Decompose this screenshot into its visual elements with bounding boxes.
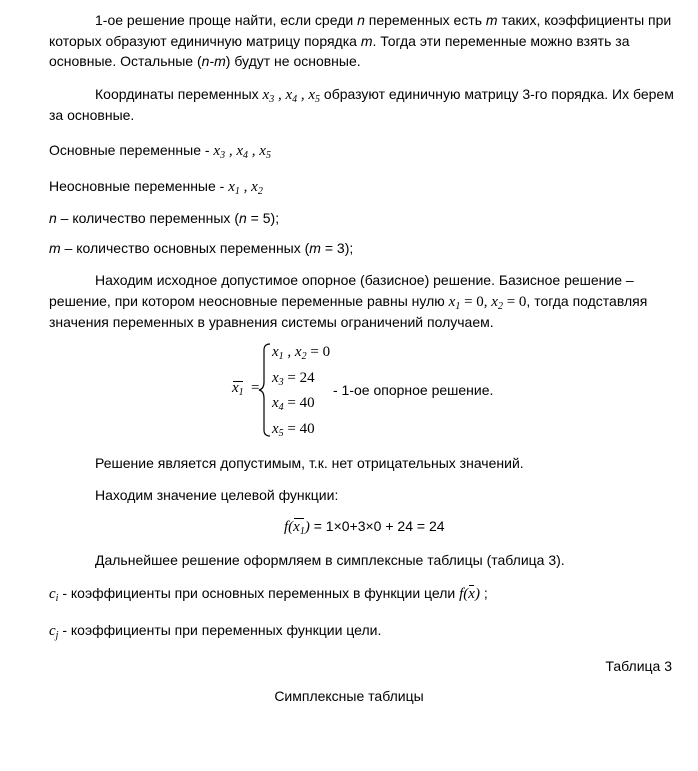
var-n: n xyxy=(49,210,57,226)
feasible-line: Решение является допустимым, т.к. нет отрицательных значений. xyxy=(95,455,524,471)
system-caption: - 1-ое опорное решение. xyxy=(333,382,494,398)
math-x1-bar: $x_1$ xyxy=(232,380,244,398)
para3-line2 xyxy=(49,291,677,312)
table-title: Симплексные таблицы xyxy=(274,688,424,704)
eq-4-rhs: 40 xyxy=(299,421,315,437)
var-n-m: n-m xyxy=(201,53,226,69)
math-x1x2-zero: $x_1 = 0$, $x_2 = 0$ xyxy=(448,294,527,312)
para3-line3: значения переменных в уравнения системы ограничений получаем. xyxy=(49,314,494,330)
var-m: m xyxy=(309,240,321,256)
text: решение, при котором неосновные переменные равны нулю xyxy=(49,293,449,309)
text: - коэффициенты при переменных функции цели. xyxy=(58,622,382,638)
eq-3-rhs: 40 xyxy=(299,395,315,411)
cj-definition xyxy=(49,620,677,641)
basic-vars-label: Основные переменные - xyxy=(49,142,214,158)
text: переменных есть xyxy=(364,12,486,28)
para3-line1: Находим исходное допустимое опорное (базисное) решение. Базисное решение – xyxy=(95,272,634,288)
math-ci: $c_i$ xyxy=(49,586,59,604)
nonbasic-vars-label: Неосновные переменные - xyxy=(49,178,229,194)
text: . Тогда эти переменные можно взять за xyxy=(372,33,630,49)
eq-1: $x_1$ , $x_2 = 0$ xyxy=(272,344,331,362)
objective-formula xyxy=(284,516,445,537)
text: – количество переменных ( xyxy=(56,210,239,226)
math-f-x1: $f(x_1)$ xyxy=(284,519,310,537)
text: - коэффициенты при основных переменных в функции цели xyxy=(58,585,460,601)
simplex-intro: Дальнейшее решение оформляем в симплексные таблицы (таблица 3). xyxy=(95,552,565,568)
text: – количество основных переменных ( xyxy=(60,240,310,256)
para1-line2 xyxy=(49,31,677,51)
ci-definition xyxy=(49,583,677,604)
eq-3: $x_4 = 40$ xyxy=(272,395,315,413)
objective-value: = 1×0+3×0 + 24 = 24 xyxy=(313,518,445,534)
math-x3x4x5: $x_3$ , $x_4$ , $x_5$ xyxy=(213,143,271,161)
table-label: Таблица 3 xyxy=(605,658,672,674)
text: ; xyxy=(479,585,488,601)
basic-vars-line xyxy=(49,140,677,161)
text: образуют единичную матрицу 3-го порядка. Их берем xyxy=(320,86,674,102)
text: которых образуют единичную матрицу порядка xyxy=(49,33,361,49)
eq-2: $x_3 = 24$ xyxy=(272,370,315,388)
text: = 3); xyxy=(320,240,354,256)
nonbasic-vars-line xyxy=(49,176,677,197)
n-definition xyxy=(49,208,677,228)
math-f-x: f(x) xyxy=(459,586,480,602)
text: ) будут не основные. xyxy=(225,53,361,69)
var-m: m xyxy=(360,33,373,49)
text: основные. Остальные ( xyxy=(49,53,202,69)
var-n: n xyxy=(357,12,365,28)
math-equals: = xyxy=(251,380,260,396)
math-x3x4x5: $x_3$ , $x_4$ , $x_5$ xyxy=(262,87,321,105)
text: 1-ое решение проще найти, если среди xyxy=(95,12,358,28)
math-x1x2: $x_1$ , $x_2$ xyxy=(228,179,263,197)
eq-2-rhs: 24 xyxy=(299,370,315,386)
var-n: n xyxy=(239,210,247,226)
para1-line1 xyxy=(95,10,698,30)
eq-4: $x_5 = 40$ xyxy=(272,421,315,439)
text: , тогда подставляя xyxy=(526,293,648,309)
text: Координаты переменных xyxy=(95,86,263,102)
objective-intro: Находим значение целевой функции: xyxy=(95,487,339,503)
math-cj: $c_j$ xyxy=(49,623,59,641)
para1-line3 xyxy=(49,51,677,71)
var-m: m xyxy=(485,12,498,28)
text: = 5); xyxy=(246,210,280,226)
para2-line1 xyxy=(95,84,698,105)
text: таких, коэффициенты при xyxy=(497,12,672,28)
para2-line2: за основные. xyxy=(49,107,135,123)
m-definition xyxy=(49,238,677,258)
var-m: m xyxy=(49,240,61,256)
eq-1-rhs: 0 xyxy=(322,344,331,360)
